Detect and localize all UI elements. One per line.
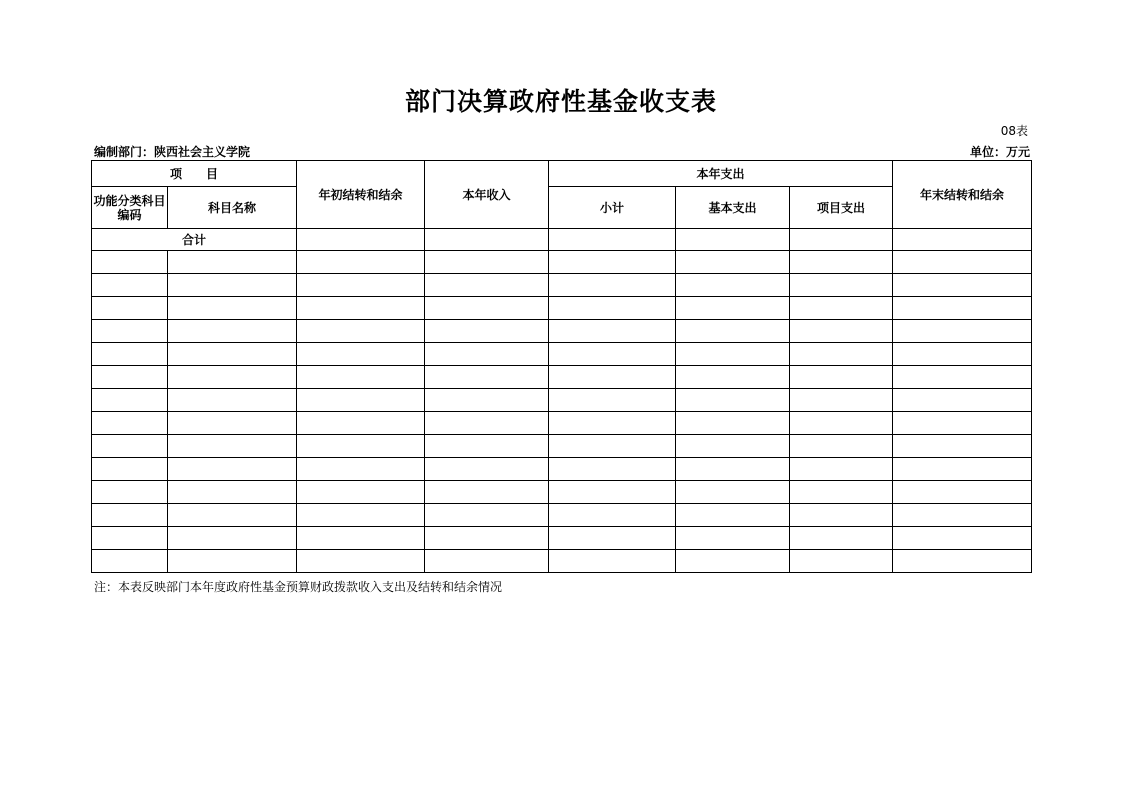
table-cell — [549, 366, 676, 389]
table-cell — [168, 435, 297, 458]
table-cell — [92, 274, 168, 297]
table-cell — [893, 550, 1032, 573]
table-cell — [549, 435, 676, 458]
table-cell — [168, 274, 297, 297]
table-cell — [168, 412, 297, 435]
table-cell — [168, 251, 297, 274]
header-end-balance: 年末结转和结余 — [893, 161, 1032, 229]
table-number: 08表 — [1000, 124, 1028, 138]
table-row — [92, 389, 1032, 412]
table-cell — [790, 274, 893, 297]
header-subtotal: 小计 — [549, 187, 676, 229]
page-title: 部门决算政府性基金收支表 — [404, 87, 717, 116]
table-cell — [549, 481, 676, 504]
table-cell — [425, 458, 549, 481]
table-cell — [92, 297, 168, 320]
table-cell — [92, 251, 168, 274]
table-row — [92, 458, 1032, 481]
table-cell — [425, 274, 549, 297]
table-cell — [893, 274, 1032, 297]
table-cell — [297, 435, 425, 458]
table-cell — [168, 504, 297, 527]
table-cell — [168, 527, 297, 550]
table-row — [92, 435, 1032, 458]
fund-table — [91, 160, 1032, 573]
table-cell — [92, 550, 168, 573]
table-cell — [425, 366, 549, 389]
table-row — [92, 412, 1032, 435]
table-cell — [92, 389, 168, 412]
table-row — [92, 274, 1032, 297]
table-cell — [676, 366, 790, 389]
table-cell — [790, 389, 893, 412]
table-cell — [92, 320, 168, 343]
table-cell — [168, 320, 297, 343]
table-cell — [297, 274, 425, 297]
total-row — [92, 229, 1032, 251]
table-cell — [549, 504, 676, 527]
table-cell — [676, 274, 790, 297]
total-label: 合计 — [92, 229, 297, 251]
table-row — [92, 481, 1032, 504]
table-cell — [676, 389, 790, 412]
header-item: 项 目 — [92, 161, 297, 187]
table-cell — [425, 504, 549, 527]
table-cell — [549, 251, 676, 274]
table-cell — [425, 251, 549, 274]
table-cell — [893, 481, 1032, 504]
table-cell — [893, 320, 1032, 343]
table-cell — [790, 251, 893, 274]
header-basic-exp: 基本支出 — [676, 187, 790, 229]
table-cell — [790, 550, 893, 573]
table-cell — [92, 527, 168, 550]
table-cell — [893, 251, 1032, 274]
table-cell — [549, 458, 676, 481]
table-cell — [549, 297, 676, 320]
table-cell — [549, 412, 676, 435]
header-subject-name: 科目名称 — [168, 187, 297, 229]
table-cell — [92, 481, 168, 504]
table-cell — [297, 550, 425, 573]
table-cell — [676, 550, 790, 573]
table-cell — [425, 527, 549, 550]
header-begin-balance: 年初结转和结余 — [297, 161, 425, 229]
table-cell — [425, 229, 549, 251]
table-cell — [168, 458, 297, 481]
header-func-code: 功能分类科目编码 — [92, 187, 168, 229]
table-cell — [676, 343, 790, 366]
table-cell — [790, 297, 893, 320]
table-cell — [893, 458, 1032, 481]
table-row — [92, 297, 1032, 320]
table-cell — [676, 527, 790, 550]
table-cell — [425, 550, 549, 573]
table-cell — [893, 297, 1032, 320]
table-cell — [297, 504, 425, 527]
table-cell — [790, 366, 893, 389]
table-cell — [790, 343, 893, 366]
table-cell — [425, 297, 549, 320]
table-cell — [297, 527, 425, 550]
table-cell — [297, 297, 425, 320]
table-cell — [790, 458, 893, 481]
table-cell — [790, 481, 893, 504]
table-cell — [676, 458, 790, 481]
table-cell — [893, 435, 1032, 458]
table-cell — [790, 435, 893, 458]
table-cell — [168, 343, 297, 366]
header-income: 本年收入 — [425, 161, 549, 229]
table-cell — [676, 412, 790, 435]
table-cell — [168, 366, 297, 389]
table-row — [92, 550, 1032, 573]
table-cell — [676, 320, 790, 343]
table-cell — [893, 366, 1032, 389]
table-cell — [893, 412, 1032, 435]
table-cell — [297, 320, 425, 343]
table-row — [92, 251, 1032, 274]
table-cell — [549, 527, 676, 550]
table-cell — [92, 366, 168, 389]
table-row — [92, 343, 1032, 366]
table-cell — [790, 320, 893, 343]
table-cell — [168, 389, 297, 412]
table-cell — [790, 527, 893, 550]
table-cell — [549, 343, 676, 366]
table-cell — [549, 320, 676, 343]
table-cell — [425, 343, 549, 366]
table-cell — [676, 229, 790, 251]
footnote: 注：本表反映部门本年度政府性基金预算财政拨款收入支出及结转和结余情况 — [94, 580, 503, 594]
table-cell — [893, 229, 1032, 251]
unit-label: 单位：万元 — [969, 145, 1030, 159]
table-cell — [297, 481, 425, 504]
table-cell — [549, 550, 676, 573]
header-project-exp: 项目支出 — [790, 187, 893, 229]
table-cell — [297, 229, 425, 251]
table-cell — [425, 320, 549, 343]
table-cell — [790, 504, 893, 527]
table-cell — [676, 504, 790, 527]
table-cell — [549, 229, 676, 251]
compiling-department: 编制部门：陕西社会主义学院 — [94, 145, 251, 159]
table-cell — [790, 229, 893, 251]
table-cell — [92, 435, 168, 458]
table-cell — [92, 343, 168, 366]
table-cell — [893, 389, 1032, 412]
table-cell — [425, 412, 549, 435]
table-cell — [297, 458, 425, 481]
table-cell — [92, 504, 168, 527]
table-cell — [676, 481, 790, 504]
table-row — [92, 527, 1032, 550]
table-cell — [168, 550, 297, 573]
table-cell — [92, 412, 168, 435]
table-cell — [676, 297, 790, 320]
table-row — [92, 320, 1032, 343]
table-cell — [297, 366, 425, 389]
table-cell — [676, 435, 790, 458]
table-cell — [425, 481, 549, 504]
table-row — [92, 504, 1032, 527]
table-cell — [549, 389, 676, 412]
table-cell — [297, 412, 425, 435]
table-cell — [425, 389, 549, 412]
table-cell — [790, 412, 893, 435]
table-row — [92, 366, 1032, 389]
table-cell — [168, 297, 297, 320]
table-cell — [549, 274, 676, 297]
table-cell — [893, 527, 1032, 550]
table-cell — [168, 481, 297, 504]
table-cell — [297, 389, 425, 412]
header-expenditure: 本年支出 — [549, 161, 893, 187]
table-cell — [893, 343, 1032, 366]
table-cell — [297, 251, 425, 274]
table-cell — [893, 504, 1032, 527]
table-cell — [676, 251, 790, 274]
table-cell — [297, 343, 425, 366]
table-cell — [425, 435, 549, 458]
table-cell — [92, 458, 168, 481]
